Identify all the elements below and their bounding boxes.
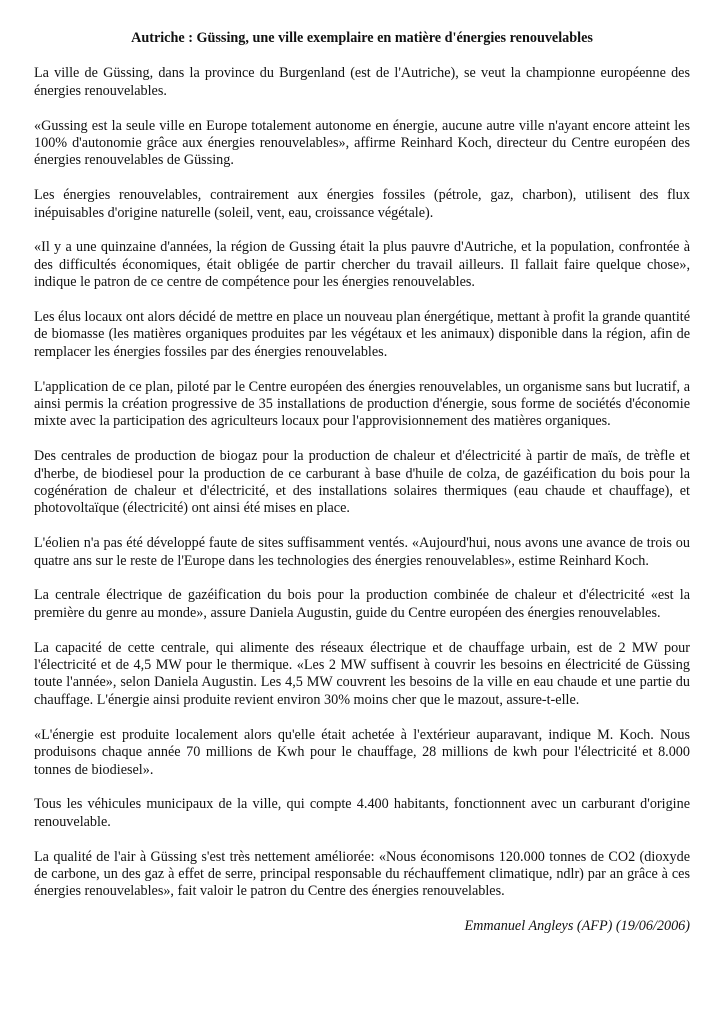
paragraph-10: La capacité de cette centrale, qui alimente des réseaux électrique et de chauffage urbain, est de 2 MW pour l'électricité et de 4,5 MW pour le thermique. «Les 2 MW suffisent à couvrir les besoins en électricité de Güssing toute l'année», selon Daniela Augustin. Les 4,5 MW couvrent les besoins de la ville en eau chaude et une partie du chauffage. L'énergie ainsi produite revient environ 30% moins cher que le mazout, assure-t-elle. [34, 639, 690, 708]
document-title: Autriche : Güssing, une ville exemplaire en matière d'énergies renouvelables [131, 30, 593, 46]
paragraph-6: L'application de ce plan, piloté par le Centre européen des énergies renouvelables, un organisme sans but lucratif, a ainsi permis la création progressive de 35 installations de production d'énergie, sous forme de sociétés d'économie mixte avec la participation des agriculteurs locaux pour l'approvisionnement des matières organiques. [34, 378, 690, 430]
paragraph-7: Des centrales de production de biogaz pour la production de chaleur et d'électricité à partir de maïs, de trèfle et d'herbe, de biodiesel pour la production de ce carburant à base d'huile de colza, de gazéification du bois pour la cogénération de chaleur et d'électricité, et des installations solaires thermiques (eau chaude et chauffage), et photovoltaïque (électricité) ont ainsi été mises en place. [34, 448, 690, 517]
paragraph-2: «Gussing est la seule ville en Europe totalement autonome en énergie, aucune autre ville n'ayant encore atteint les 100% d'autonomie grâce aux énergies renouvelables», affirme Reinhard Koch, directeur du Centre européen des énergies renouvelables de Güssing. [34, 117, 690, 169]
author-signature: Emmanuel Angleys (AFP) (19/06/2006) [464, 918, 690, 935]
paragraph-5: Les élus locaux ont alors décidé de mettre en place un nouveau plan énergétique, mettant à profit la grande quantité de biomasse (les matières organiques produites par les végétaux et les animaux) disponible dans la région, afin de remplacer les énergies fossiles par des énergies renouvelables. [34, 309, 690, 360]
paragraph-9: La centrale électrique de gazéification du bois pour la production combinée de chaleur et d'électricité «est la première du genre au monde», assure Daniela Augustin, guide du Centre européen des énergies renouvelables. [34, 587, 690, 621]
paragraph-3: Les énergies renouvelables, contrairement aux énergies fossiles (pétrole, gaz, charbon), utilisent des flux inépuisables d'origine naturelle (soleil, vent, eau, croissance végétale). [34, 187, 690, 221]
document-page [34, 30, 690, 936]
paragraph-4: «Il y a une quinzaine d'années, la région de Gussing était la plus pauvre d'Autriche, et la population, confrontée à des difficultés économiques, était obligée de partir chercher du travail ailleurs. Il fallait faire quelque chose», indique le patron de ce centre de compétence pour les énergies renouvelables. [34, 239, 690, 291]
paragraph-8: L'éolien n'a pas été développé faute de sites suffisamment ventés. «Aujourd'hui, nous avons une avance de trois ou quatre ans sur le reste de l'Europe dans les technologies des énergies renouvelables», estime Reinhard Koch. [34, 535, 690, 569]
paragraph-1: La ville de Güssing, dans la province du Burgenland (est de l'Autriche), se veut la championne européenne des énergies renouvelables. [34, 65, 690, 99]
paragraph-13: La qualité de l'air à Güssing s'est très nettement améliorée: «Nous économisons 120.000 tonnes de CO2 (dioxyde de carbone, un des gaz à effet de serre, principal responsable du réchauffement climatique, ndlr) par an grâce à ces énergies renouvelables», fait valoir le patron du Centre des énergies renouvelables. [34, 848, 690, 900]
paragraph-12: Tous les véhicules municipaux de la ville, qui compte 4.400 habitants, fonctionnent avec un carburant d'origine renouvelable. [34, 796, 690, 830]
paragraph-11: «L'énergie est produite localement alors qu'elle était achetée à l'extérieur auparavant, indique M. Koch. Nous produisons chaque année 70 millions de Kwh pour le chauffage, 28 millions de kwh pour l'électricité et 8.000 tonnes de biodiesel». [34, 726, 690, 778]
